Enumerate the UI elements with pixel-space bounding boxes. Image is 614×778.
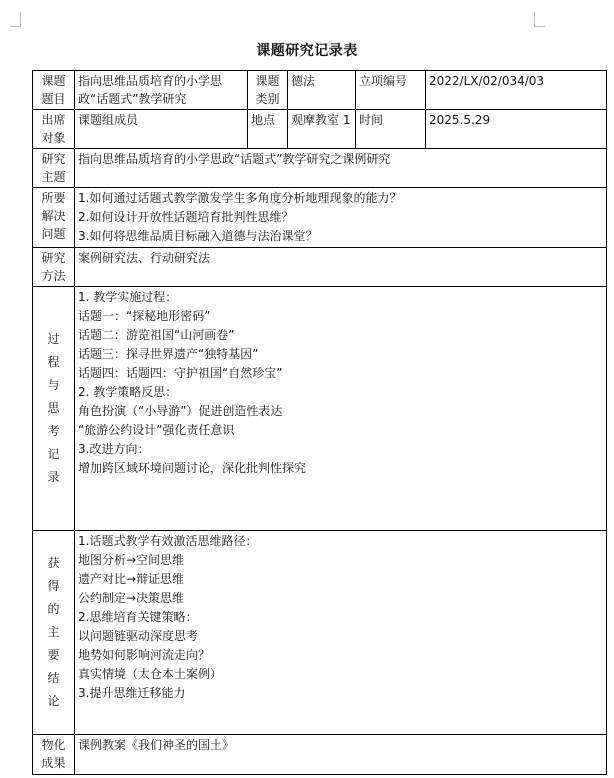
conclusions-list [75,531,607,735]
label-theme: 研究 主题 [33,149,75,188]
list-item: 2.思维培育关键策略： [78,610,198,624]
list-item: 地图分析→空间思维 [78,553,185,567]
list-item: 3.提升思维迁移能力 [78,686,186,700]
label-topic: 课题 题目 [33,71,75,110]
list-item: “旅游公约设计”强化责任意识 [78,423,235,437]
value-time: 2025.5.29 [426,110,607,149]
list-item: 3.如何将思维品质目标融入道德与法治课堂？ [78,229,318,243]
label-project-no: 立项编号 [356,71,426,110]
list-item: 增加跨区域环境问题讨论，深化批判性探究 [78,461,307,475]
value-theme: 指向思维品质培育的小学思政“话题式”教学研究之课例研究 [75,149,607,188]
table-row-conclusions [33,531,607,735]
label-time: 时间 [356,110,426,149]
label-attendees: 出席 对象 [33,110,75,149]
value-category: 德法 [288,71,356,110]
list-item: 角色扮演（“小导游”）促进创造性表达 [78,404,283,418]
table-row-theme [33,149,607,188]
table-row-problems [33,188,607,248]
value-methods: 案例研究法、行动研究法 [75,248,607,287]
table-row-results [33,735,607,775]
list-item: 话题二：游览祖国“山河画卷” [78,328,235,342]
table-row-attendees [33,110,607,149]
value-place: 观摩教室 1 [288,110,356,149]
list-item: 话题一：“探秘地形密码” [78,309,211,323]
page-corner-mark-right [534,12,545,27]
list-item: 话题四：话题四：守护祖国“自然珍宝” [78,366,283,380]
table-row-topic [33,71,607,110]
list-item: 遗产对比→辩证思维 [78,572,185,586]
list-item: 地势如何影响河流走向？ [78,648,211,662]
list-item: 话题三：探寻世界遗产“独特基因” [78,347,259,361]
value-results: 课例教案《我们神圣的国土》 [75,735,607,775]
value-attendees: 课题组成员 [75,110,248,149]
label-methods: 研究 方法 [33,248,75,287]
label-conclusions: 获 得 的 主 要 结 论 [33,531,75,735]
label-results: 物化 成果 [33,735,75,775]
value-project-no: 2022/LX/02/034/03 [426,71,607,110]
list-item: 1.话题式教学有效激活思维路径： [78,534,258,548]
label-problems: 所要 解决 问题 [33,188,75,248]
list-item: 公约制定→决策思维 [78,591,185,605]
value-topic: 指向思维品质培育的小学思政“话题式”教学研究 [75,71,248,110]
list-item: 3.改进方向： [78,442,150,456]
table-row-methods [33,248,607,287]
list-item: 以问题链驱动深度思考 [78,629,199,643]
list-item: 2.如何设计开放性话题培育批判性思维？ [78,210,294,224]
label-process: 过 程 与 思 考 记 录 [33,287,75,531]
list-item: 1. 教学实施过程： [78,290,178,304]
list-item: 真实情境（太仓本土案例） [78,667,223,681]
table-row-process [33,287,607,531]
record-table [32,70,607,775]
problems-list [75,188,607,248]
list-item: 2. 教学策略反思： [78,385,178,399]
page-corner-mark-left [10,12,21,27]
process-list [75,287,607,531]
label-category: 课题 类别 [248,71,288,110]
list-item: 1.如何通过话题式教学激发学生多角度分析地理现象的能力？ [78,191,402,205]
document-title: 课题研究记录表 [256,43,358,59]
label-place: 地点 [248,110,288,149]
